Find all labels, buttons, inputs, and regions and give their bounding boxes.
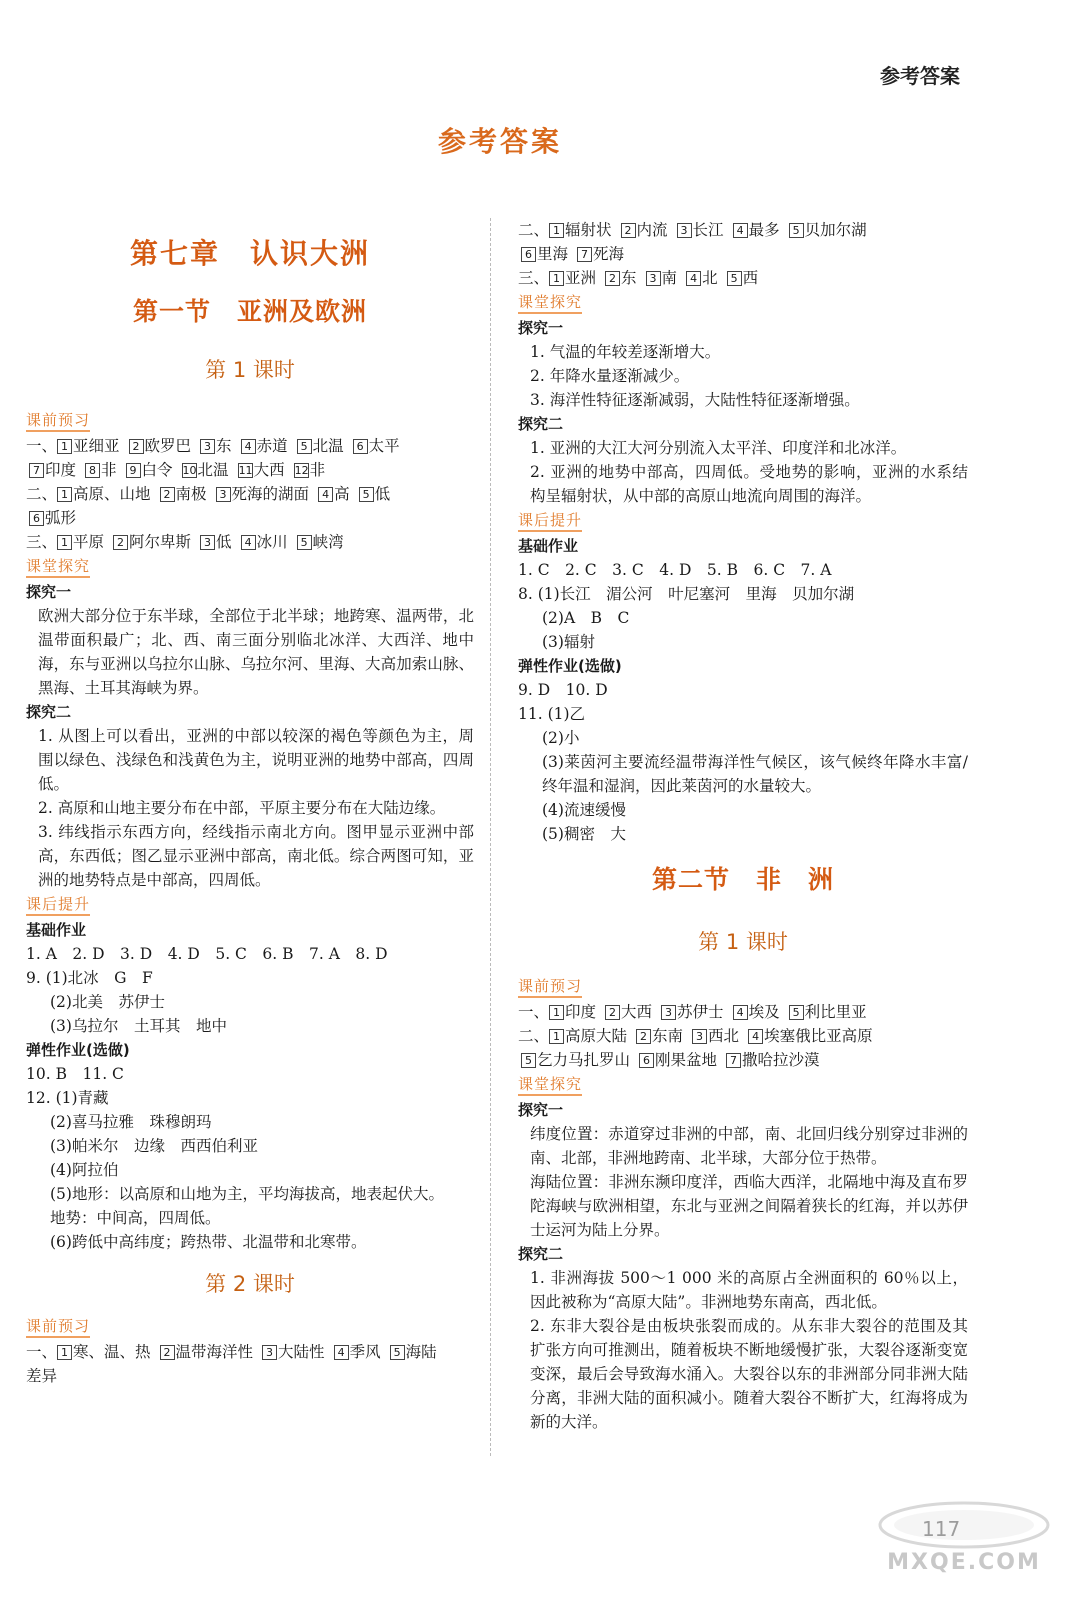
blank-number: 2 bbox=[605, 271, 620, 286]
after-class-tag: 课后提升 bbox=[26, 894, 90, 916]
answer-line: (4)阿拉伯 bbox=[50, 1161, 119, 1179]
blank-number: 1 bbox=[57, 439, 72, 454]
blank-number: 3 bbox=[200, 439, 215, 454]
answer-paragraph: 2. 东非大裂谷是由板块张裂而成的。从东非大裂谷的范围及其扩张方向可推测出，随着板块不断地缓慢扩张，大裂谷逐渐变宽变深，最后会导致海水涌入。大裂谷以东的非洲部分同非洲大陆分离，非洲大陆的面积减小。随着大裂谷不断扩大，红海将成为新的大洋。 bbox=[530, 1317, 968, 1431]
blank-answer: 峡湾 bbox=[312, 533, 344, 551]
preview-tag: 课前预习 bbox=[26, 1316, 90, 1338]
preview-tag: 课前预习 bbox=[26, 410, 90, 432]
blank-answer: 高原、山地 bbox=[73, 485, 151, 503]
blank-answer: 刚果盆地 bbox=[655, 1051, 718, 1069]
blank-answer: 东 bbox=[621, 269, 637, 287]
row-prefix: 三、 bbox=[518, 269, 550, 287]
blank-answer: 埃塞俄比亚高原 bbox=[764, 1027, 873, 1045]
blank-number: 7 bbox=[29, 463, 44, 478]
class-explore-tag: 课堂探究 bbox=[26, 556, 90, 578]
blank-number: 4 bbox=[686, 271, 701, 286]
blank-number: 8 bbox=[85, 463, 100, 478]
blank-number: 3 bbox=[692, 1029, 707, 1044]
blank-answer: 季风 bbox=[349, 1343, 381, 1361]
blank-answer: 寒、温、热 bbox=[73, 1343, 151, 1361]
blank-answer: 最多 bbox=[748, 221, 780, 239]
blank-number: 4 bbox=[241, 439, 256, 454]
blank-number: 1 bbox=[549, 1005, 564, 1020]
row-prefix: 三、 bbox=[26, 533, 58, 551]
answer-row bbox=[26, 434, 474, 458]
blank-number: 1 bbox=[549, 271, 564, 286]
blank-number: 3 bbox=[200, 535, 215, 550]
blank-answer: 东南 bbox=[652, 1027, 684, 1045]
blank-answer: 内流 bbox=[636, 221, 668, 239]
blank-answer: 西 bbox=[742, 269, 759, 287]
column-divider bbox=[490, 218, 491, 1456]
answer-paragraph: 2. 年降水量逐渐减少。 bbox=[530, 367, 690, 385]
blank-number: 2 bbox=[636, 1029, 651, 1044]
blank-answer: 东 bbox=[216, 437, 232, 455]
row-prefix: 二、 bbox=[518, 1027, 550, 1045]
blank-number: 7 bbox=[726, 1053, 741, 1068]
blank-answer: 大陆性 bbox=[278, 1343, 325, 1361]
chapter-heading: 第七章 认识大洲 bbox=[129, 237, 370, 270]
answer-line: (3)莱茵河主要流经温带海洋性气候区，该气候终年降水丰富/终年温和湿润，因此莱茵河的水量较大。 bbox=[542, 753, 968, 795]
blank-number: 4 bbox=[241, 535, 256, 550]
blank-answer: 亚洲 bbox=[565, 269, 597, 287]
answer-line: 11. (1)乙 bbox=[518, 705, 586, 723]
blank-answer: 高 bbox=[334, 485, 350, 503]
row-prefix: 二、 bbox=[518, 221, 550, 239]
blank-number: 5 bbox=[297, 535, 312, 550]
blank-answer: 死海 bbox=[593, 245, 625, 263]
answer-row bbox=[518, 1024, 968, 1048]
row-prefix: 二、 bbox=[26, 485, 58, 503]
blank-answer: 海陆 bbox=[405, 1343, 437, 1361]
blank-answer: 非 bbox=[309, 461, 326, 479]
answer-row bbox=[518, 1000, 968, 1024]
answer-line: 9. (1)北冰 G F bbox=[26, 969, 153, 987]
blank-answer: 死海的湖面 bbox=[231, 485, 310, 503]
answer-line: (2)喜马拉雅 珠穆朗玛 bbox=[50, 1113, 212, 1131]
blank-answer: 低 bbox=[216, 533, 232, 551]
answer-row bbox=[26, 1340, 474, 1364]
elastic-homework-heading: 弹性作业(选做) bbox=[518, 657, 622, 675]
answer-line: 差异 bbox=[26, 1367, 58, 1385]
answer-paragraph: 1. 从图上可以看出，亚洲的中部以较深的褐色等颜色为主，周围以绿色、浅绿色和浅黄色为主，说明亚洲的地势中部高，四周低。 bbox=[38, 727, 474, 793]
after-class-tag: 课后提升 bbox=[518, 510, 582, 532]
blank-number: 2 bbox=[621, 223, 636, 238]
answer-paragraph: 1. 非洲海拔 500～1 000 米的高原占全洲面积的 60％以上，因此被称为“高原大陆”。非洲地势东南高，西北低。 bbox=[530, 1269, 968, 1311]
blank-number: 1 bbox=[57, 535, 72, 550]
elastic-homework-heading: 弹性作业(选做) bbox=[26, 1041, 130, 1059]
blank-number: 4 bbox=[733, 223, 748, 238]
blank-number: 2 bbox=[160, 487, 175, 502]
answer-paragraph: 2. 亚洲的地势中部高，四周低。受地势的影响，亚洲的水系结构呈辐射状，从中部的高原山地流向周围的海洋。 bbox=[530, 463, 968, 505]
answer-line: (5)地形：以高原和山地为主，平均海拔高，地表起伏大。 bbox=[50, 1185, 444, 1203]
blank-number: 3 bbox=[661, 1005, 676, 1020]
blank-answer: 高原大陆 bbox=[565, 1027, 628, 1045]
answer-paragraph: 纬度位置：赤道穿过非洲的中部，南、北回归线分别穿过非洲的南、北部，非洲地跨南、北半球，大部分位于热带。 bbox=[530, 1125, 968, 1167]
lesson-heading: 第 1 课时 bbox=[698, 930, 788, 954]
answer-paragraph: 1. 亚洲的大江大河分别流入太平洋、印度洋和北冰洋。 bbox=[530, 439, 907, 457]
blank-answer: 低 bbox=[374, 485, 391, 503]
blank-number: 7 bbox=[577, 247, 592, 262]
blank-answer: 白令 bbox=[141, 461, 173, 479]
lesson-heading: 第 2 课时 bbox=[205, 1272, 295, 1296]
blank-number: 3 bbox=[646, 271, 661, 286]
answer-line: (2)北美 苏伊士 bbox=[50, 993, 165, 1011]
answer-row bbox=[518, 218, 968, 242]
blank-number: 5 bbox=[789, 1005, 804, 1020]
answer-row bbox=[518, 266, 968, 290]
blank-number: 1 bbox=[549, 223, 564, 238]
blank-answer: 南 bbox=[661, 269, 678, 287]
blank-answer: 阿尔卑斯 bbox=[129, 533, 192, 551]
answer-line: (6)跨低中高纬度；跨热带、北温带和北寒带。 bbox=[50, 1233, 367, 1251]
blank-answer: 辐射状 bbox=[565, 221, 612, 239]
blank-answer: 冰川 bbox=[256, 533, 288, 551]
blank-number: 1 bbox=[57, 487, 72, 502]
blank-number: 4 bbox=[748, 1029, 763, 1044]
explore-heading: 探究一 bbox=[518, 319, 564, 337]
blank-number: 5 bbox=[390, 1345, 405, 1360]
section-heading: 第二节 非 洲 bbox=[651, 865, 834, 894]
blank-number: 6 bbox=[353, 439, 368, 454]
answer-paragraph: 3. 纬线指示东西方向，经线指示南北方向。图甲显示亚洲中部高，东西低；图乙显示亚洲中部高，南北低。综合两图可知，亚洲的地势特点是中部高，四周低。 bbox=[38, 823, 474, 889]
blank-answer: 赤道 bbox=[256, 437, 288, 455]
answer-row bbox=[26, 458, 474, 482]
blank-answer: 印度 bbox=[45, 461, 77, 479]
blank-answer: 欧罗巴 bbox=[144, 437, 192, 455]
blank-number: 4 bbox=[318, 487, 333, 502]
blank-answer: 亚细亚 bbox=[73, 437, 120, 455]
blank-number: 4 bbox=[733, 1005, 748, 1020]
answer-row bbox=[26, 482, 474, 506]
blank-answer: 弧形 bbox=[45, 509, 77, 527]
blank-number: 1 bbox=[549, 1029, 564, 1044]
row-prefix: 一、 bbox=[518, 1003, 550, 1021]
explore-heading: 探究二 bbox=[518, 1245, 564, 1263]
answer-line: (3)乌拉尔 土耳其 地中 bbox=[50, 1017, 227, 1035]
blank-answer: 西北 bbox=[708, 1027, 740, 1045]
blank-answer: 非 bbox=[101, 461, 117, 479]
choice-answers: 9. D 10. D bbox=[518, 681, 608, 699]
watermark-badge-icon bbox=[876, 1500, 1052, 1550]
class-explore-tag: 课堂探究 bbox=[518, 292, 582, 314]
basic-homework-heading: 基础作业 bbox=[518, 537, 579, 555]
blank-answer: 平原 bbox=[73, 533, 105, 551]
blank-answer: 北温 bbox=[197, 461, 229, 479]
blank-answer: 北 bbox=[702, 269, 718, 287]
blank-number: 5 bbox=[521, 1053, 536, 1068]
answer-paragraph: 欧洲大部分位于东半球，全部位于北半球；地跨寒、温两带，北温带面积最广；北、西、南三面分别临北冰洋、大西洋、地中海，东与亚洲以乌拉尔山脉、乌拉尔河、里海、大高加索山脉、黑海、土耳其海峡为界。 bbox=[38, 607, 474, 697]
blank-number: 2 bbox=[605, 1005, 620, 1020]
row-prefix: 一、 bbox=[26, 1343, 58, 1361]
blank-number: 4 bbox=[334, 1345, 349, 1360]
answer-paragraph: 1. 气温的年较差逐渐增大。 bbox=[530, 343, 721, 361]
blank-answer: 长江 bbox=[692, 221, 724, 239]
answer-paragraph: 3. 海洋性特征逐渐减弱，大陆性特征逐渐增强。 bbox=[530, 391, 860, 409]
blank-number: 2 bbox=[113, 535, 128, 550]
blank-number: 11 bbox=[238, 464, 253, 477]
answer-line: 8. (1)长江 湄公河 叶尼塞河 里海 贝加尔湖 bbox=[518, 585, 855, 603]
blank-answer: 乞力马扎罗山 bbox=[537, 1051, 631, 1069]
blank-number: 5 bbox=[727, 271, 742, 286]
blank-number: 2 bbox=[160, 1345, 175, 1360]
blank-answer: 北温 bbox=[312, 437, 344, 455]
basic-homework-heading: 基础作业 bbox=[26, 921, 87, 939]
answer-row bbox=[518, 1048, 968, 1072]
blank-answer: 里海 bbox=[537, 245, 569, 263]
blank-answer: 南极 bbox=[175, 485, 207, 503]
choice-answers: 1. C 2. C 3. C 4. D 5. B 6. C 7. A bbox=[518, 561, 832, 579]
answer-line: (2)A B C bbox=[542, 609, 630, 627]
blank-answer: 大西 bbox=[253, 461, 285, 479]
row-prefix: 一、 bbox=[26, 437, 58, 455]
blank-number: 3 bbox=[262, 1345, 277, 1360]
choice-answers: 1. A 2. D 3. D 4. D 5. C 6. B 7. A 8. D bbox=[26, 945, 388, 963]
blank-number: 9 bbox=[126, 463, 141, 478]
blank-answer: 印度 bbox=[565, 1003, 597, 1021]
explore-heading: 探究二 bbox=[26, 703, 72, 721]
blank-answer: 太平 bbox=[368, 437, 400, 455]
answer-row bbox=[26, 506, 474, 530]
lesson-heading: 第 1 课时 bbox=[205, 358, 295, 382]
blank-number: 5 bbox=[297, 439, 312, 454]
blank-answer: 温带海洋性 bbox=[175, 1343, 254, 1361]
explore-heading: 探究一 bbox=[518, 1101, 564, 1119]
class-explore-tag: 课堂探究 bbox=[518, 1074, 582, 1096]
answer-line: (3)辐射 bbox=[542, 633, 595, 651]
blank-number: 6 bbox=[639, 1053, 654, 1068]
blank-number: 2 bbox=[129, 439, 144, 454]
preview-tag: 课前预习 bbox=[518, 976, 582, 998]
answer-line: (5)稠密 大 bbox=[542, 825, 626, 843]
blank-answer: 埃及 bbox=[748, 1003, 780, 1021]
answer-row bbox=[518, 242, 968, 266]
blank-number: 5 bbox=[789, 223, 804, 238]
watermark-logo bbox=[876, 1500, 1052, 1584]
blank-number: 12 bbox=[294, 464, 309, 477]
answer-paragraph: 海陆位置：非洲东濒印度洋，西临大西洋，北隔地中海及直布罗陀海峡与欧洲相望，东北与亚洲之间隔着狭长的红海，并以苏伊士运河为陆上分界。 bbox=[530, 1173, 968, 1239]
left-column bbox=[26, 232, 474, 1388]
blank-number: 6 bbox=[29, 511, 44, 526]
explore-heading: 探究二 bbox=[518, 415, 564, 433]
answer-line: 地势：中间高，四周低。 bbox=[50, 1209, 221, 1227]
watermark-text: MXQE.COM bbox=[887, 1550, 1041, 1575]
choice-answers: 10. B 11. C bbox=[26, 1065, 124, 1083]
answer-line: (4)流速缓慢 bbox=[542, 801, 626, 819]
blank-answer: 大西 bbox=[621, 1003, 653, 1021]
answer-paragraph: 2. 高原和山地主要分布在中部，平原主要分布在大陆边缘。 bbox=[38, 799, 446, 817]
blank-answer: 利比里亚 bbox=[804, 1003, 867, 1021]
page-title: 参考答案 bbox=[437, 125, 562, 158]
blank-number: 5 bbox=[359, 487, 374, 502]
blank-number: 6 bbox=[521, 247, 536, 262]
answer-row bbox=[26, 530, 474, 554]
answer-line: (3)帕米尔 边缘 西西伯利亚 bbox=[50, 1137, 258, 1155]
blank-answer: 苏伊士 bbox=[677, 1003, 724, 1021]
running-header: 参考答案 bbox=[880, 64, 960, 88]
blank-number: 1 bbox=[57, 1345, 72, 1360]
blank-number: 3 bbox=[677, 223, 692, 238]
answer-line: (2)小 bbox=[542, 729, 580, 747]
section-heading: 第一节 亚洲及欧洲 bbox=[132, 297, 367, 326]
blank-number: 3 bbox=[216, 487, 231, 502]
right-column bbox=[518, 218, 968, 1434]
blank-answer: 撒哈拉沙漠 bbox=[742, 1051, 820, 1069]
answer-line: 12. (1)青藏 bbox=[26, 1089, 109, 1107]
blank-answer: 贝加尔湖 bbox=[804, 221, 867, 239]
explore-heading: 探究一 bbox=[26, 583, 72, 601]
blank-number: 10 bbox=[182, 464, 197, 477]
